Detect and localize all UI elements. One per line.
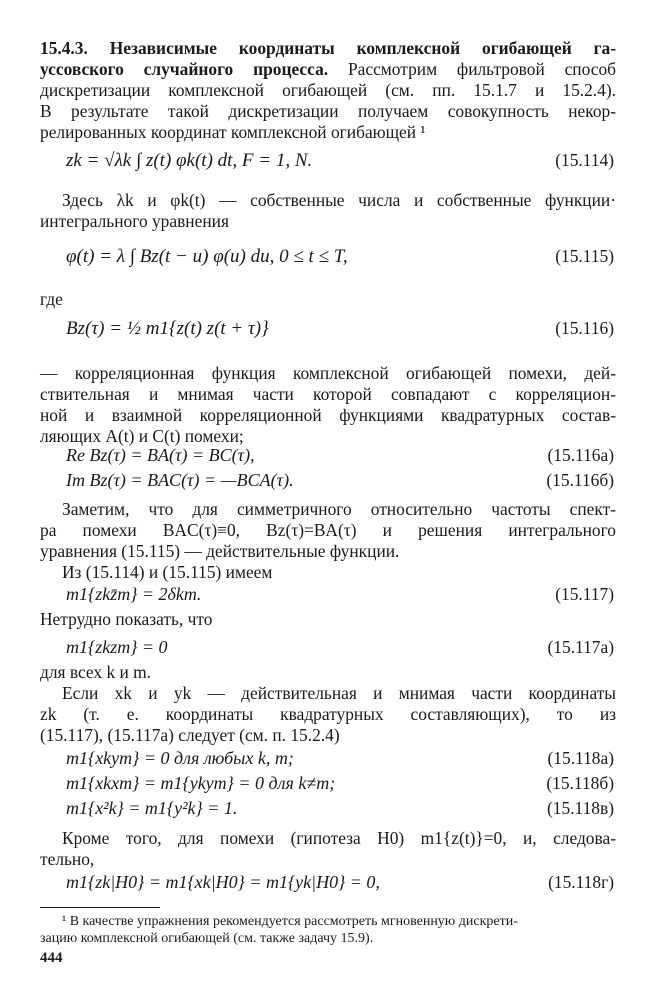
p7-line-1: Нетрудно показать, что [40, 609, 213, 629]
footnote-line-2: зацию комплексной огибающей (см. также задачу 15.9). [40, 931, 374, 946]
p4-line-4: ляющих A(t) и C(t) помехи; [40, 426, 244, 446]
equation-15-116a [40, 435, 616, 465]
equation-number: (15.118в) [547, 798, 614, 818]
p9-line-3: (15.117), (15.117а) следует (см. п. 15.2.4) [40, 725, 340, 745]
equation-15-118b [40, 763, 616, 793]
equation-number: (15.118б) [546, 773, 614, 793]
heading-line-1: 15.4.3. Независимые координаты комплексной огибающей га- [40, 38, 616, 58]
equation-15-117a [40, 627, 616, 657]
p5-line-3: уравнения (15.115) — действительные функции. [40, 541, 400, 561]
p5-line-1: Заметим, что для симметричного относительно частоты спект- [62, 499, 616, 519]
equation-formula: Im Bz(τ) = BAC(τ) = —BCA(τ). [66, 470, 294, 490]
p2-line-1: Здесь λk и φk(t) — собственные числа и собственные функции· [62, 190, 616, 210]
p6-line-1: Из (15.114) и (15.115) имеем [62, 562, 273, 582]
equation-formula: m1{x²k} = m1{y²k} = 1. [66, 798, 238, 818]
equation-15-117 [40, 574, 616, 604]
footnote-rule [40, 907, 160, 908]
p2-line-2: интегрального уравнения [40, 211, 229, 231]
p9-line-1: Если xk и yk — действительная и мнимая части координаты [62, 683, 616, 703]
equation-15-118v [40, 788, 616, 818]
equation-number: (15.116б) [546, 470, 614, 490]
p4-line-3: ной и взаимной корреляционной функциями квадратурных состав- [40, 405, 616, 425]
p8-line-1: для всех k и m. [40, 662, 152, 682]
equation-15-118g [40, 862, 616, 892]
p4-line-1: — корреляционная функция комплексной огибающей помехи, дей- [40, 363, 616, 383]
equation-formula: m1{zkzm} = 0 [66, 637, 168, 657]
equation-formula: Bz(τ) = ½ m1{z(t) z(t + τ)} [66, 318, 269, 339]
p10-line-1: Кроме того, для помехи (гипотеза H0) m1{z(t)}=0, и, следова- [62, 828, 616, 848]
equation-number: (15.117а) [547, 637, 614, 657]
equation-formula: m1{zkz̄m} = 2δkm. [66, 584, 202, 604]
footnote-line-1: ¹ В качестве упражнения рекомендуется рассмотреть мгновенную дискрети- [62, 914, 518, 929]
equation-15-116b [40, 460, 616, 490]
p3-line-1: где [40, 289, 63, 309]
equation-number: (15.116а) [547, 445, 614, 465]
equation-formula: zk = √λk ∫ z(t) φk(t) dt, F = 1, N. [66, 150, 313, 171]
equation-number: (15.116) [555, 318, 614, 338]
equation-15-118a [40, 738, 616, 768]
equation-formula: Re Bz(τ) = BA(τ) = BC(τ), [66, 445, 255, 465]
equation-number: (15.118а) [547, 748, 614, 768]
equation-number: (15.115) [555, 246, 614, 266]
equation-formula: m1{zk|H0} = m1{xk|H0} = m1{yk|H0} = 0, [66, 872, 380, 892]
p1-line-4: В результате такой дискретизации получаем совокупность некор- [40, 101, 616, 121]
p4-line-2: ствительная и мнимая части которой совпадают с корреляцион- [40, 384, 616, 404]
equation-formula: m1{xkxm} = m1{ykym} = 0 для k≠m; [66, 773, 336, 793]
p1-line-3: дискретизации комплексной огибающей (см. пп. 15.1.7 и 15.2.4). [40, 80, 616, 100]
p10-line-2: тельно, [40, 849, 95, 869]
p5-line-2: ра помехи BAC(τ)≡0, Bz(τ)=BA(τ) и решения интегрального [40, 520, 616, 540]
equation-number: (15.114) [555, 150, 614, 170]
equation-formula: φ(t) = λ ∫ Bz(t − u) φ(u) du, 0 ≤ t ≤ T, [66, 246, 348, 267]
equation-15-115 [40, 236, 616, 276]
equation-number: (15.118г) [548, 872, 614, 892]
equation-15-114 [40, 140, 616, 180]
p9-line-2: zk (т. е. координаты квадратурных составляющих), то из [40, 704, 616, 724]
equation-formula: m1{xkym} = 0 для любых k, m; [66, 748, 294, 768]
equation-number: (15.117) [555, 584, 614, 604]
page-number: 444 [40, 950, 63, 966]
heading-line-2: уссовского случайного процесса. Рассмотрим фильтровой способ [40, 59, 617, 79]
equation-15-116 [40, 308, 616, 348]
p1-line-5: релированных координат комплексной огибающей ¹ [40, 122, 426, 142]
